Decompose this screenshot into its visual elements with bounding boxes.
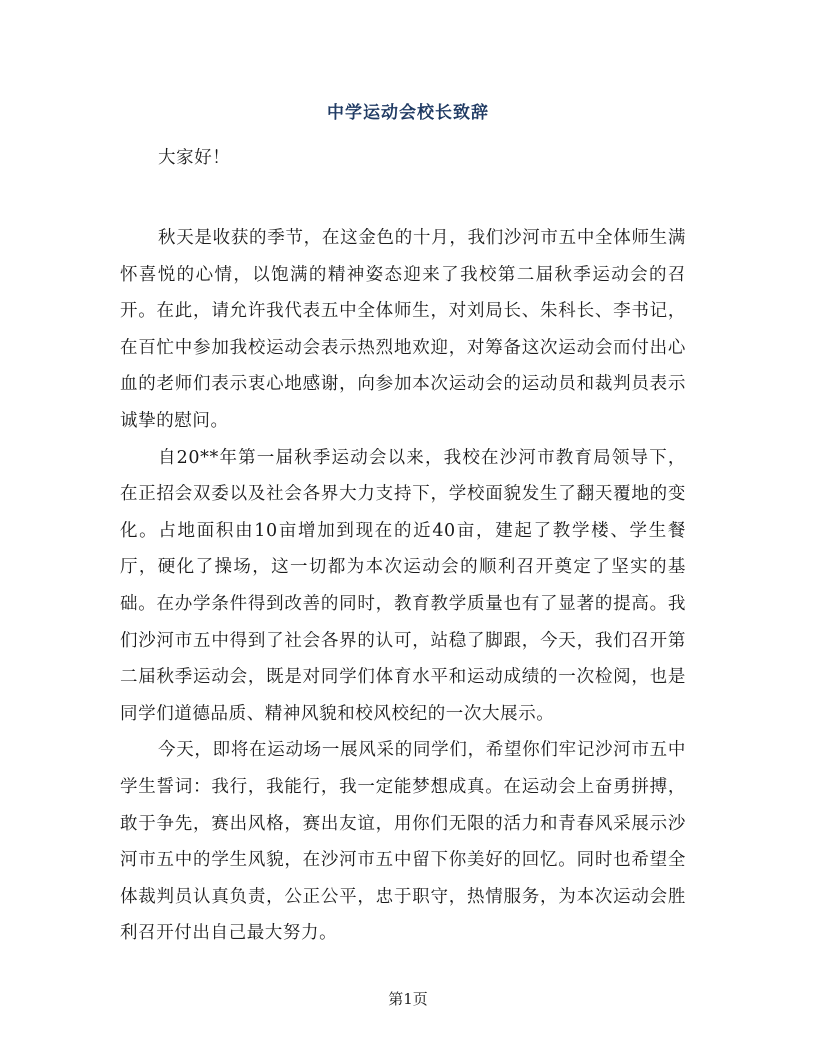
- page-number: 第1页: [388, 990, 428, 1008]
- paragraph-2: 自20**年第一届秋季运动会以来，我校在沙河市教育局领导下，在正招会双委以及社会各界大力支持下，学校面貌发生了翻天覆地的变化。占地面积由10亩增加到现在的近40亩，建起了教学楼、学生餐厅，硬化了操场，这一切都为本次运动会的顺利召开奠定了坚实的基础。在办学条件得到改善的同时，教育教学质量也有了显著的提高。我们沙河市五中得到了社会各界的认可，站稳了脚跟，今天，我们召开第二届秋季运动会，既是对同学们体育水平和运动成绩的一次检阅，也是同学们道德品质、精神风貌和校风校纪的一次大展示。: [120, 447, 686, 724]
- greeting: 大家好！: [158, 148, 231, 168]
- paragraph-3: 今天，即将在运动场一展风采的同学们，希望你们牢记沙河市五中学生誓词：我行，我能行，我一定能梦想成真。在运动会上奋勇拼搏，敢于争先，赛出风格，赛出友谊，用你们无限的活力和青春风采展示沙河市五中的学生风貌，在沙河市五中留下你美好的回忆。同时也希望全体裁判员认真负责，公正公平，忠于职守，热情服务，为本次运动会胜利召开付出自己最大努力。: [120, 740, 686, 944]
- paragraph-1: 秋天是收获的季节，在这金色的十月，我们沙河市五中全体师生满怀喜悦的心情，以饱满的精神姿态迎来了我校第二届秋季运动会的召开。在此，请允许我代表五中全体师生，对刘局长、朱科长、李书记，在百忙中参加我校运动会表示热烈地欢迎，对筹备这次运动会而付出心血的老师们表示衷心地感谢，向参加本次运动会的运动员和裁判员表示诚挚的慰问。: [120, 228, 686, 431]
- document-title: 中学运动会校长致辞: [327, 103, 489, 123]
- document-body: [120, 140, 686, 952]
